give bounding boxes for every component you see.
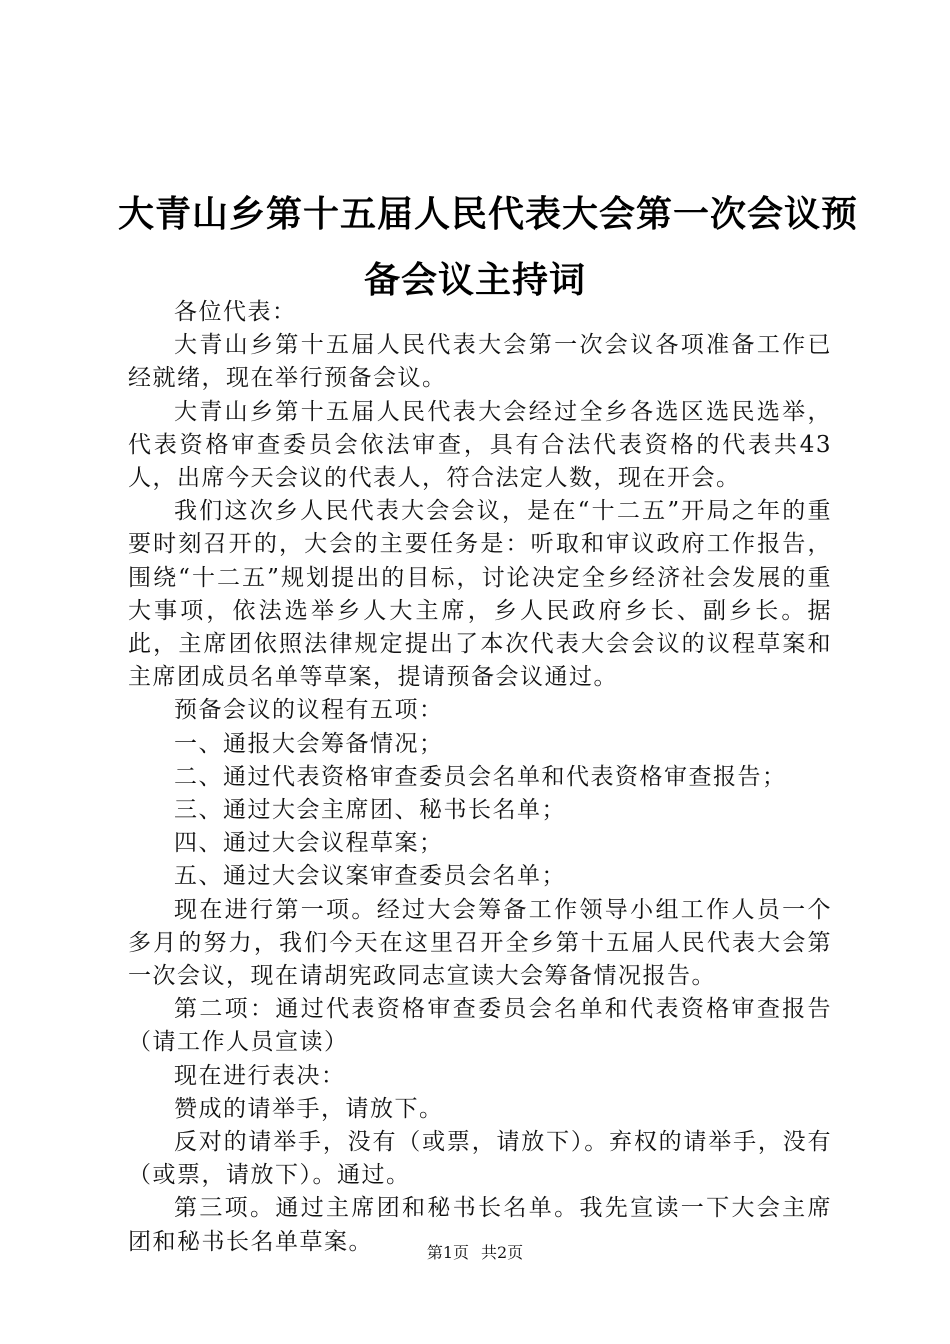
agenda-item: 一、通报大会筹备情况； — [174, 730, 444, 757]
paragraph: 现在进行第一项。经过大会筹备工作领导小组工作人员一个多月的努力，我们今天在这里召开全乡第十五届人民代表大会第一次会议，现在请胡宪政同志宣读大会筹备情况报告。 — [128, 896, 832, 990]
paragraph: 大青山乡第十五届人民代表大会经过全乡各选区选民选举，代表资格审查委员会依法审查，具有合法代表资格的代表共43人，出席今天会议的代表人，符合法定人数，现在开会。 — [128, 398, 832, 492]
title-line-1: 大青山乡第十五届人民代表大会第一次会议预 — [118, 194, 859, 235]
paragraph: 第三项。通过主席团和秘书长名单。我先宣读一下大会主席团和秘书长名单草案。 — [128, 1195, 832, 1255]
page-footer — [0, 1242, 950, 1264]
page-number-total: 共2页 — [481, 1243, 524, 1262]
agenda-heading: 预备会议的议程有五项： — [174, 697, 444, 724]
document-title — [118, 182, 859, 314]
paragraph: 反对的请举手，没有（或票，请放下）。弃权的请举手，没有（或票，请放下）。通过。 — [128, 1129, 832, 1189]
agenda-item: 三、通过大会主席团、秘书长名单； — [174, 797, 566, 824]
paragraph: 我们这次乡人民代表大会会议，是在“十二五”开局之年的重要时刻召开的，大会的主要任务是：听取和审议政府工作报告，围绕“十二五”规划提出的目标，讨论决定全乡经济社会发展的重大事项，依法选举乡人大主席，乡人民政府乡长、副乡长。据此，主席团依照法律规定提出了本次代表大会会议的议程草案和主席团成员名单等草案，提请预备会议通过。 — [128, 498, 832, 691]
paragraph: 现在进行表决： — [174, 1062, 346, 1089]
title-line-2: 备会议主持词 — [363, 260, 586, 301]
paragraph: 赞成的请举手，请放下。 — [174, 1095, 444, 1122]
agenda-item: 四、通过大会议程草案； — [174, 830, 444, 857]
document-body — [128, 296, 832, 1259]
page-number-current: 第1页 — [426, 1243, 469, 1262]
paragraph: 第二项：通过代表资格审查委员会名单和代表资格审查报告（请工作人员宣读） — [128, 996, 832, 1056]
agenda-item: 二、通过代表资格审查委员会名单和代表资格审查报告； — [174, 763, 787, 790]
agenda-item: 五、通过大会议案审查委员会名单； — [174, 863, 566, 890]
paragraph: 大青山乡第十五届人民代表大会第一次会议各项准备工作已经就绪，现在举行预备会议。 — [128, 332, 832, 392]
salutation: 各位代表： — [174, 299, 297, 325]
